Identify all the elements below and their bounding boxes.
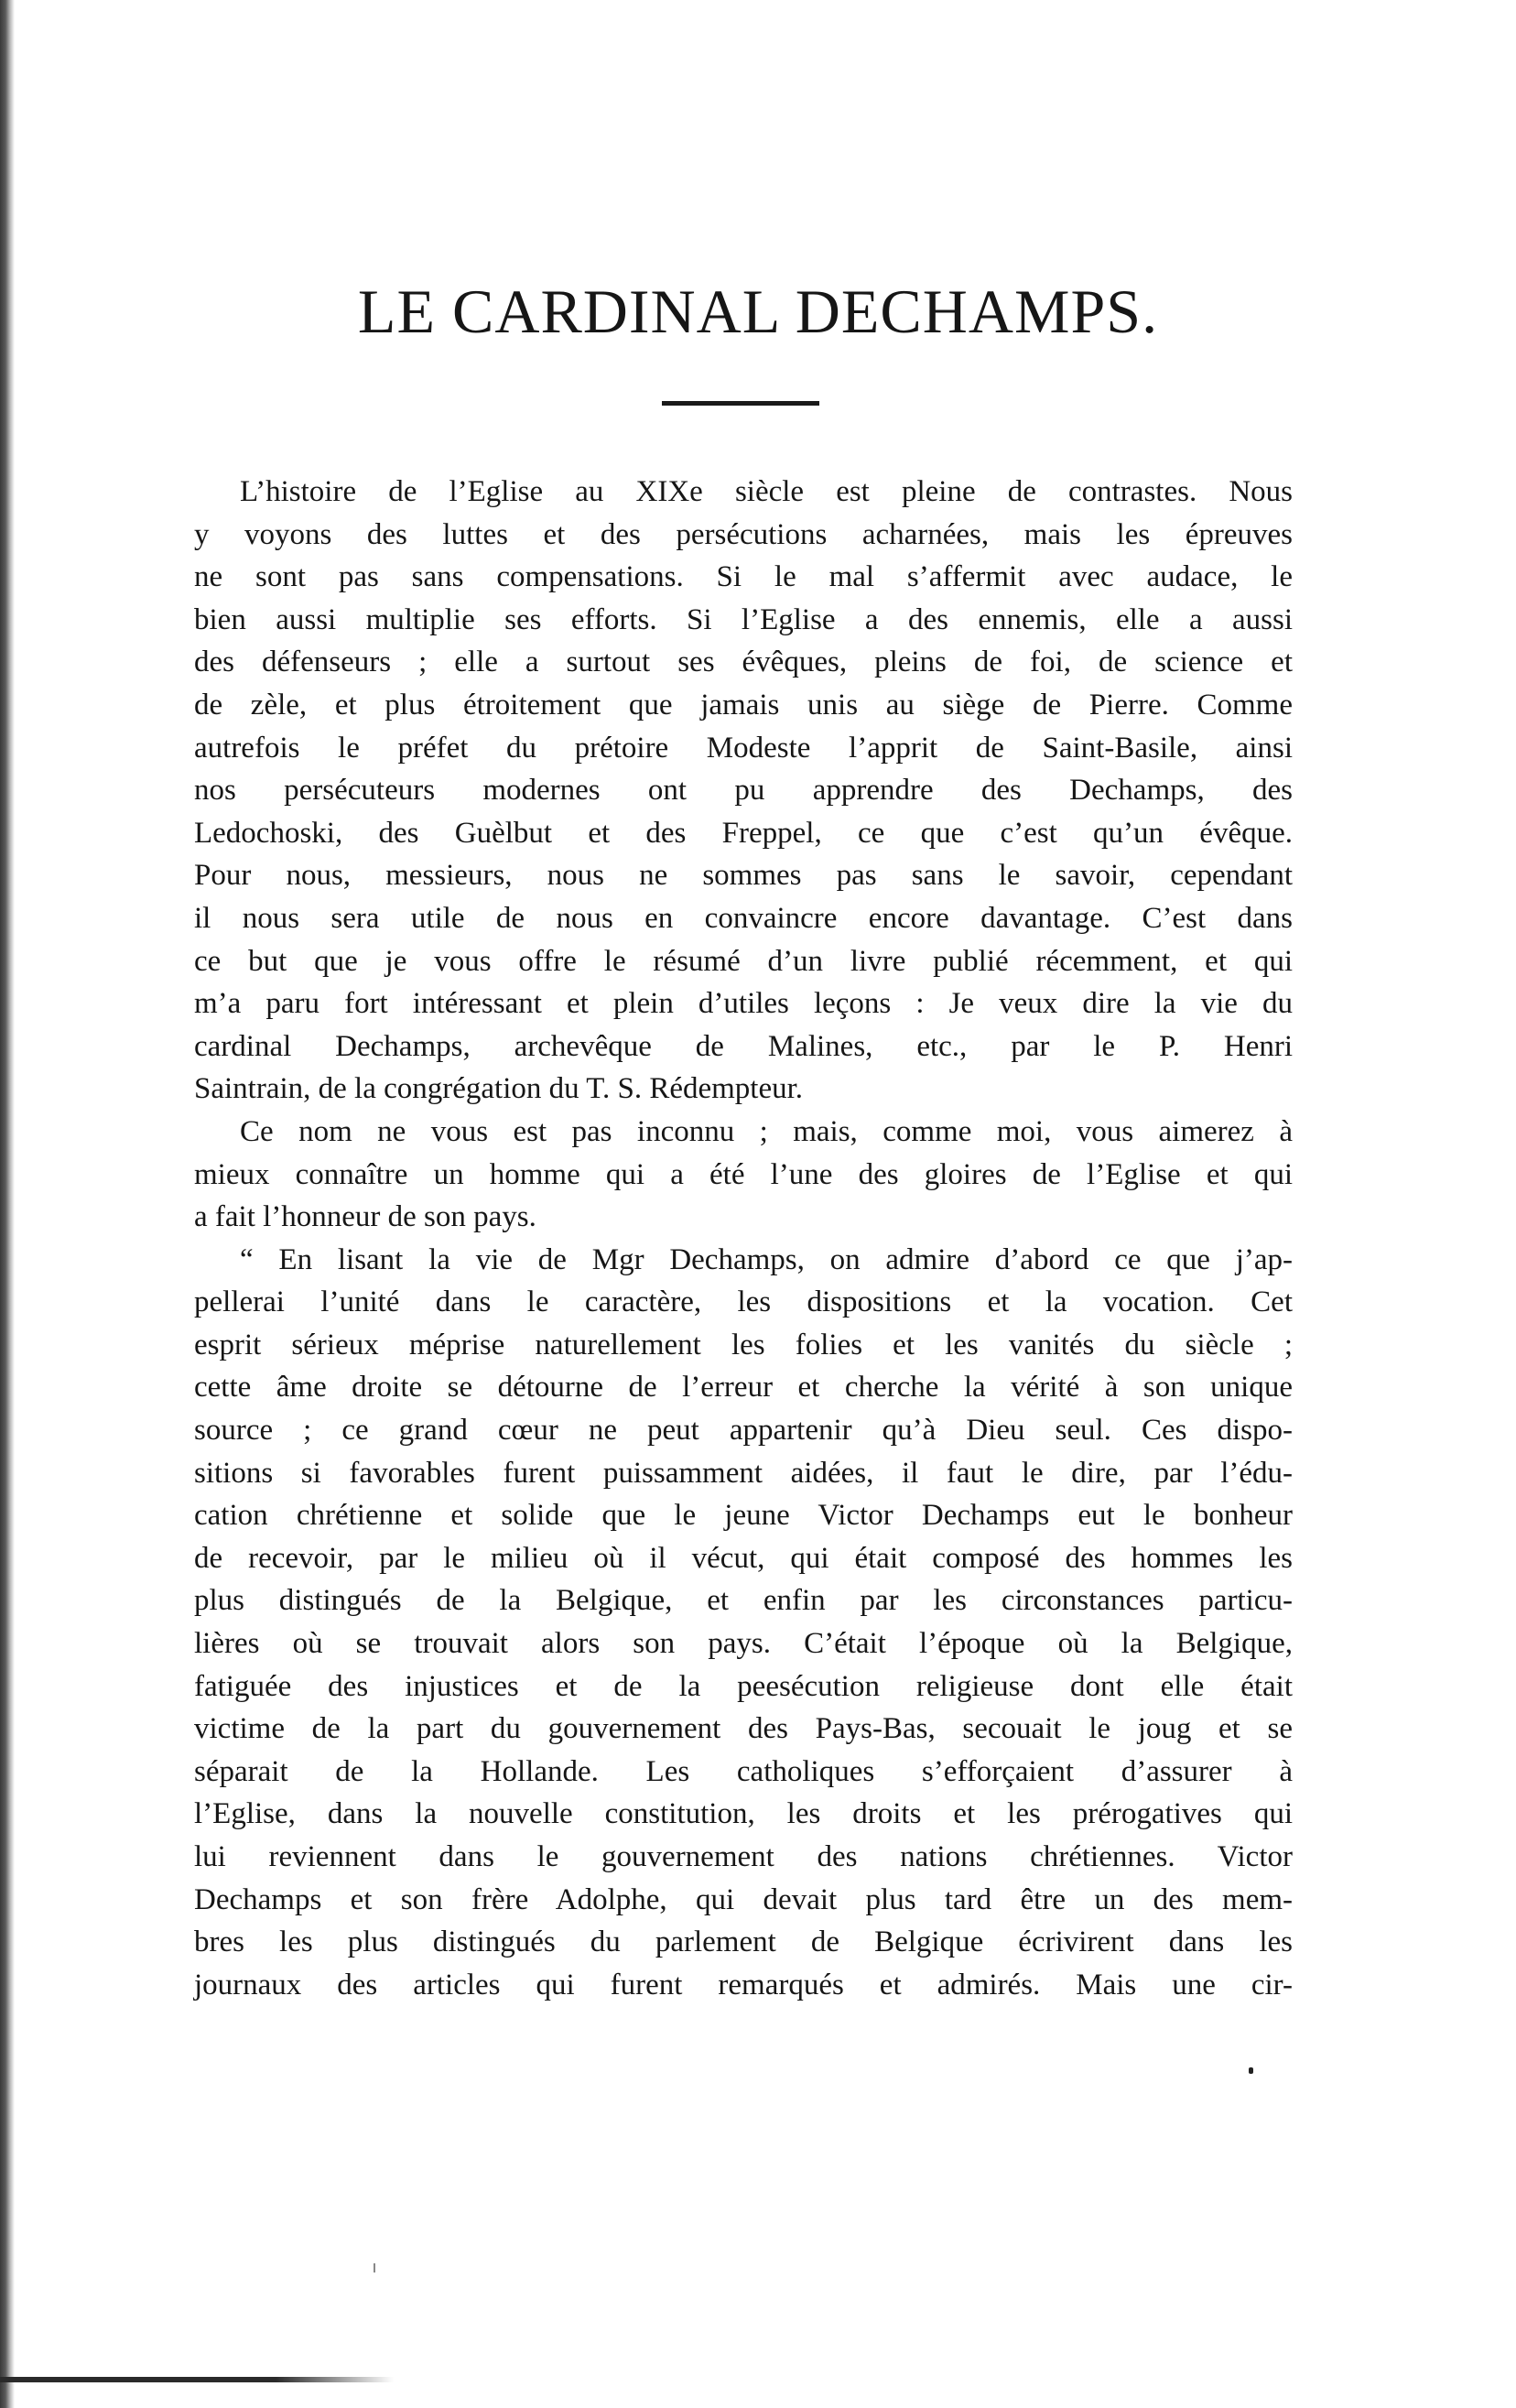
text-line: nos persécuteurs modernes ont pu apprendre des Dechamps, des: [194, 774, 1293, 808]
article-body: [194, 471, 1293, 2006]
text-line: mieux connaître un homme qui a été l’une des gloires de l’Eglise et qui: [194, 1157, 1293, 1191]
text-line: lières où se trouvait alors son pays. C’était l’époque où la Belgique,: [194, 1627, 1293, 1661]
scan-speck: [374, 2263, 375, 2272]
text-line: Ce nom ne vous est pas inconnu ; mais, comme moi, vous aimerez à: [240, 1114, 1293, 1148]
text-line: de zèle, et plus étroitement que jamais unis au siège de Pierre. Comme: [194, 688, 1293, 721]
text-line: cation chrétienne et solide que le jeune Victor Dechamps eut le bonheur: [194, 1499, 1293, 1533]
text-line: ce but que je vous offre le résumé d’un livre publié récemment, et qui: [194, 944, 1293, 978]
text-line: lui reviennent dans le gouvernement des nations chrétiennes. Victor: [194, 1840, 1293, 1873]
text-line: cardinal Dechamps, archevêque de Malines, etc., par le P. Henri: [194, 1029, 1293, 1063]
text-line: Pour nous, messieurs, nous ne sommes pas sans le savoir, cependant: [194, 859, 1293, 893]
text-line: plus distingués de la Belgique, et enfin par les circonstances particu-: [194, 1584, 1293, 1618]
text-line: bres les plus distingués du parlement de Belgique écrivirent dans les: [194, 1925, 1293, 1959]
text-line: de recevoir, par le milieu où il vécut, qui était composé des hommes les: [194, 1541, 1293, 1575]
text-line: des défenseurs ; elle a surtout ses évêques, pleins de foi, de science et: [194, 645, 1293, 679]
book-binding-edge: [0, 0, 15, 2408]
text-line: séparait de la Hollande. Les catholiques s’efforçaient d’assurer à: [194, 1754, 1293, 1788]
text-line: sitions si favorables furent puissamment aidées, il faut le dire, par l’édu-: [194, 1456, 1293, 1490]
text-line: il nous sera utile de nous en convaincre encore davantage. C’est dans: [194, 901, 1293, 935]
text-line: autrefois le préfet du prétoire Modeste l’apprit de Saint-Basile, ainsi: [194, 731, 1293, 765]
text-line: bien aussi multiplie ses efforts. Si l’Eglise a des ennemis, elle a aussi: [194, 602, 1293, 636]
text-line: Ledochoski, des Guèlbut et des Freppel, ce que c’est qu’un évêque.: [194, 816, 1293, 850]
text-line: m’a paru fort intéressant et plein d’utiles leçons : Je veux dire la vie du: [194, 987, 1293, 1021]
text-line: fatiguée des injustices et de la peesécution religieuse dont elle était: [194, 1669, 1293, 1703]
text-line: esprit sérieux méprise naturellement les folies et les vanités du siècle ;: [194, 1328, 1293, 1361]
text-line: victime de la part du gouvernement des Pays-Bas, secouait le joug et se: [194, 1712, 1293, 1746]
text-line: l’Eglise, dans la nouvelle constitution, les droits et les prérogatives qui: [194, 1797, 1293, 1831]
text-line: Dechamps et son frère Adolphe, qui devait plus tard être un des mem-: [194, 1882, 1293, 1916]
text-line: journaux des articles qui furent remarqués et admirés. Mais une cir-: [194, 1968, 1293, 2001]
book-binding-shadow: [0, 2377, 394, 2382]
text-line: L’histoire de l’Eglise au XIXe siècle est pleine de contrastes. Nous: [240, 475, 1293, 508]
text-line: cette âme droite se détourne de l’erreur et cherche la vérité à son unique: [194, 1371, 1293, 1405]
text-line: source ; ce grand cœur ne peut appartenir qu’à Dieu seul. Ces dispo-: [194, 1414, 1293, 1448]
text-line: pellerai l’unité dans le caractère, les dispositions et la vocation. Cet: [194, 1285, 1293, 1319]
page-title: LE CARDINAL DECHAMPS.: [357, 277, 1159, 346]
text-line: Saintrain, de la congrégation du T. S. Rédempteur.: [194, 1072, 804, 1106]
text-line: ne sont pas sans compensations. Si le mal s’affermit avec audace, le: [194, 560, 1293, 594]
title-divider: [662, 401, 819, 406]
text-line: a fait l’honneur de son pays.: [194, 1200, 536, 1234]
text-line: “ En lisant la vie de Mgr Dechamps, on admire d’abord ce que j’ap-: [240, 1242, 1293, 1276]
print-mark: [1249, 2067, 1253, 2074]
text-line: y voyons des luttes et des persécutions acharnées, mais les épreuves: [194, 517, 1293, 551]
